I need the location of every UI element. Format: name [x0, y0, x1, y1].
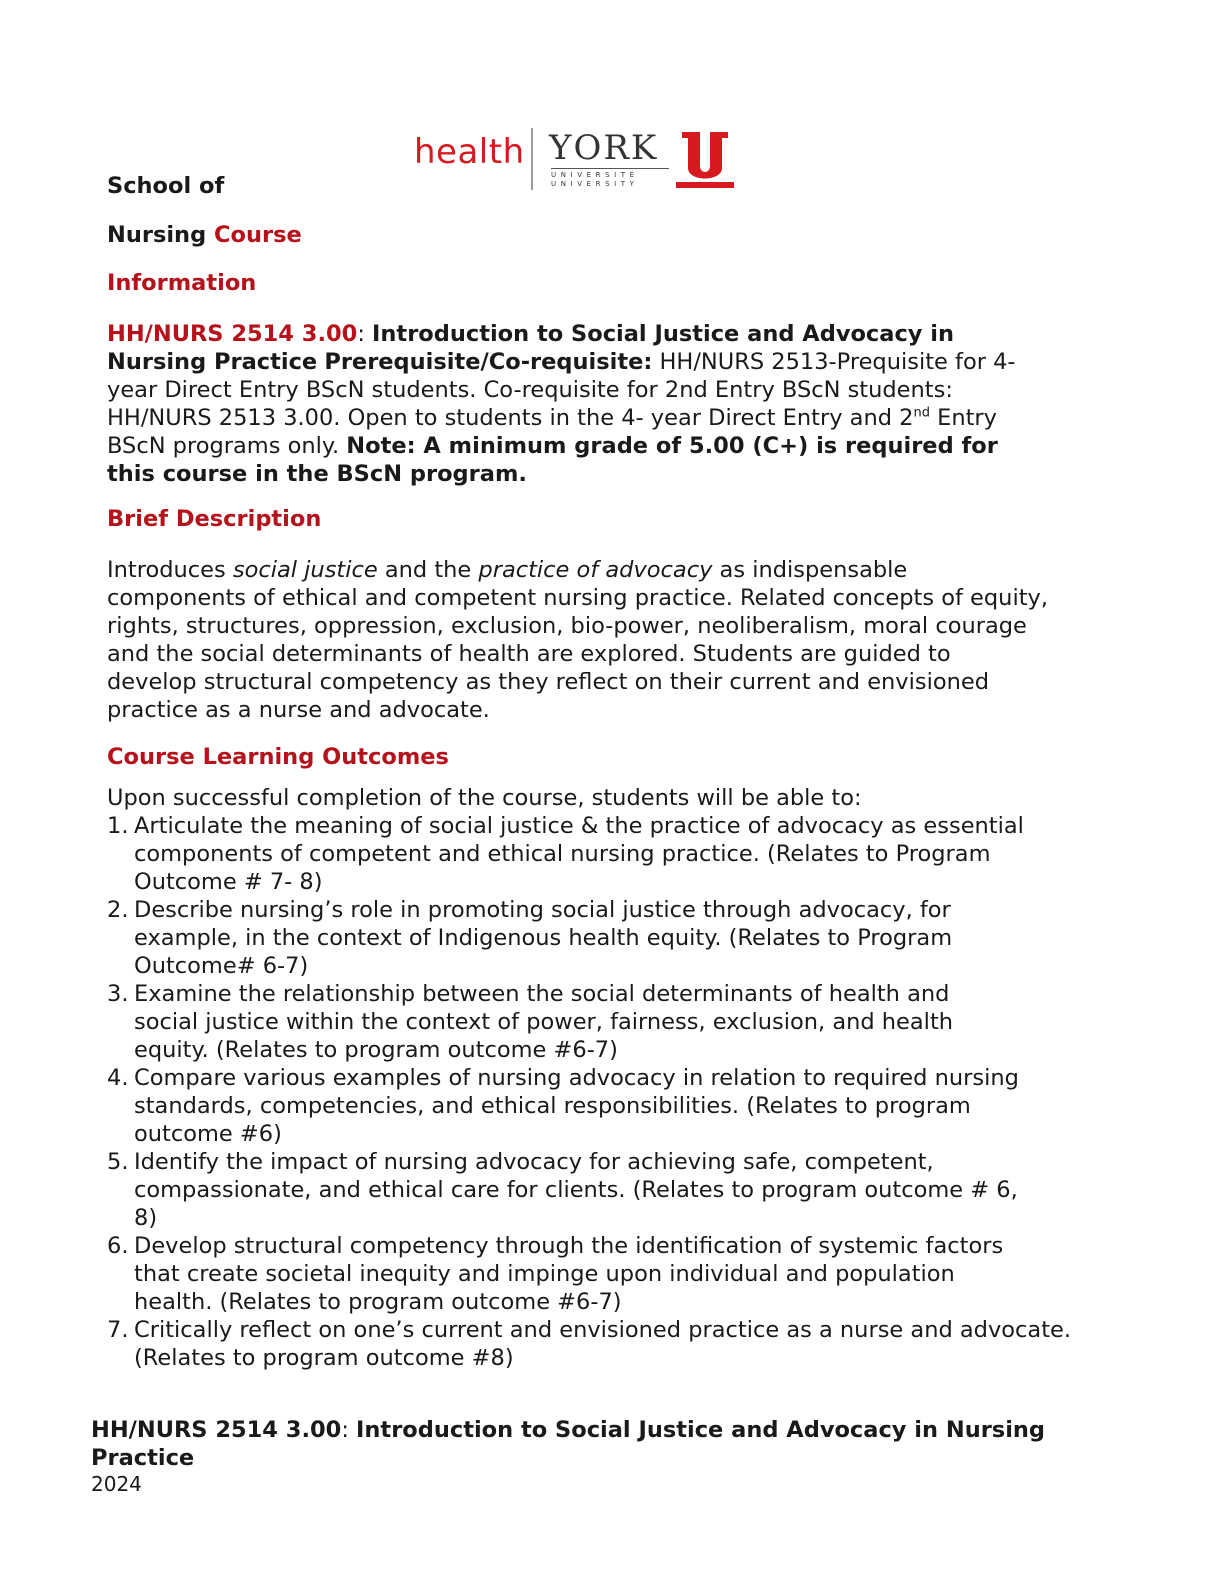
outcome-text-line: Identify the impact of nursing advocacy for achieving safe, competent, — [134, 1149, 934, 1175]
logo-york-text: YORK — [549, 128, 659, 168]
outcome-text-line: health. (Relates to program outcome #6-7) — [134, 1289, 622, 1315]
outcome-text-line: that create societal inequity and impinge upon individual and population — [134, 1261, 955, 1287]
outcome-text-line: Examine the relationship between the social determinants of health and — [134, 981, 950, 1007]
outcome-number: 6. — [107, 1233, 129, 1259]
prereq-label: Prerequisite/Co-requisite: — [324, 349, 653, 375]
course-name-line-1: Introduction to Social Justice and Advocacy in — [372, 321, 955, 347]
course-code: HH/NURS 2514 3.00 — [107, 321, 358, 347]
footer-year: 2024 — [91, 1472, 142, 1496]
logo-universite-text: UNIVERSITÉ — [551, 171, 639, 179]
outcome-number: 3. — [107, 981, 129, 1007]
brief-description-heading: Brief Description — [107, 506, 322, 532]
course-name-line-2: Nursing Practice — [107, 349, 318, 375]
course-info-line-1: HH/NURS 2514 3.00: Introduction to Social Justice and Advocacy in — [107, 321, 955, 347]
outcome-text-line: Outcome # 7- 8) — [134, 869, 323, 895]
outcome-text-line: example, in the context of Indigenous health equity. (Relates to Program — [134, 925, 953, 951]
title-line-2 — [107, 222, 302, 248]
footer — [91, 1416, 1151, 1496]
outcome-text-line: Describe nursing’s role in promoting social justice through advocacy, for — [134, 897, 951, 923]
prereq-line-2: year Direct Entry BScN students. Co-requisite for 2nd Entry BScN students: — [107, 377, 953, 403]
outcome-item — [107, 812, 1137, 896]
footer-course-code: HH/NURS 2514 3.00 — [91, 1417, 342, 1443]
learning-outcomes-heading: Course Learning Outcomes — [107, 744, 449, 770]
logo-health-text: health — [414, 132, 525, 172]
outcome-item — [107, 980, 1137, 1064]
outcome-text-line: Articulate the meaning of social justice & the practice of advocacy as essential — [134, 813, 1024, 839]
outcome-number: 2. — [107, 897, 129, 923]
outcome-item — [107, 1064, 1137, 1148]
prereq-line-3: HH/NURS 2513 3.00. Open to students in the 4- year Direct Entry and 2nd Entry — [107, 405, 998, 431]
outcomes-intro: Upon successful completion of the course, students will be able to: — [107, 785, 862, 811]
outcome-text-line: Critically reflect on one’s current and envisioned practice as a nurse and advocate. — [134, 1317, 1072, 1343]
grade-note-line-2: this course in the BScN program. — [107, 461, 527, 487]
logo-divider — [531, 128, 533, 190]
outcome-number: 5. — [107, 1149, 129, 1175]
outcome-item — [107, 1232, 1137, 1316]
outcome-text-line: Compare various examples of nursing advocacy in relation to required nursing — [134, 1065, 1019, 1091]
prereq-text-1: HH/NURS 2513-Prequisite for 4- — [652, 349, 1016, 375]
outcome-number: 4. — [107, 1065, 129, 1091]
course-info-paragraph — [107, 320, 1117, 488]
learning-outcomes-section — [107, 784, 1137, 1372]
title-nursing: Nursing — [107, 222, 207, 248]
outcome-item — [107, 1148, 1137, 1232]
outcome-text-line: Outcome# 6-7) — [134, 953, 309, 979]
outcome-text-line: equity. (Relates to program outcome #6-7) — [134, 1037, 618, 1063]
outcome-item — [107, 896, 1137, 980]
outcome-text-line: outcome #6) — [134, 1121, 282, 1147]
title-course: Course — [214, 222, 302, 248]
outcome-number: 1. — [107, 813, 129, 839]
outcome-text-line: components of competent and ethical nursing practice. (Relates to Program — [134, 841, 991, 867]
grade-note: Note: A minimum grade of 5.00 (C+) is required for — [346, 433, 998, 459]
outcome-text-line: (Relates to program outcome #8) — [134, 1345, 514, 1371]
logo-rule — [551, 168, 669, 169]
outcome-text-line: standards, competencies, and ethical responsibilities. (Relates to program — [134, 1093, 971, 1119]
outcome-text-line: compassionate, and ethical care for clients. (Relates to program outcome # 6, — [134, 1177, 1018, 1203]
brief-description-paragraph: Introduces social justice and the practice of advocacy as indispensable components of ethical and competent nursing practice. Related concepts of equity, rights, structures, oppression, exclusion, bio-power, neoliberalism, moral courage and the social determinants of health are explored. Students are guided to develop structural competency as they reflect on their current and envisioned practice as a nurse and advocate. — [107, 557, 1048, 723]
outcome-number: 7. — [107, 1317, 129, 1343]
outcomes-list — [107, 812, 1137, 1372]
outcome-item — [107, 1316, 1137, 1372]
footer-title-line-2: Practice — [91, 1445, 195, 1471]
outcome-text-line: 8) — [134, 1205, 158, 1231]
york-health-logo — [414, 126, 734, 192]
title-line-3: Information — [107, 270, 257, 296]
york-u-logo-icon — [676, 130, 734, 188]
prereq-line-4: BScN programs only. Note: A minimum grade of 5.00 (C+) is required for — [107, 433, 998, 459]
outcome-text-line: social justice within the context of power, fairness, exclusion, and health — [134, 1009, 954, 1035]
course-info-line-2 — [107, 348, 1117, 376]
logo-university-text: UNIVERSITY — [551, 180, 639, 188]
outcome-text-line: Develop structural competency through the identification of systemic factors — [134, 1233, 1004, 1259]
footer-title-line-1: HH/NURS 2514 3.00: Introduction to Social Justice and Advocacy in Nursing — [91, 1417, 1046, 1443]
title-line-1: School of — [107, 173, 225, 199]
